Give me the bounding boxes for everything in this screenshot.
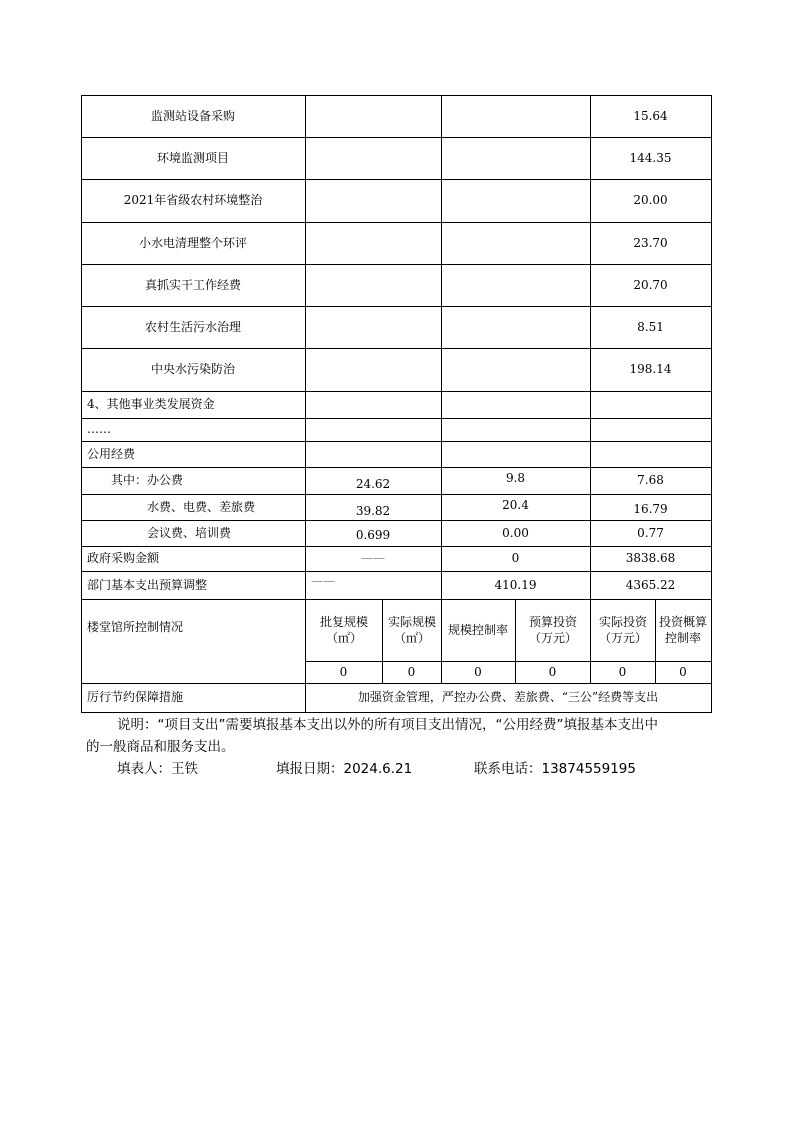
meeting-label: 会议费、培训费 <box>147 525 232 540</box>
utility-c3: 16.79 <box>633 501 668 516</box>
project-value: 198.14 <box>629 362 672 377</box>
adjust-c2: 410.19 <box>494 577 537 592</box>
building-header-approved-scale: 批复规模（㎡） <box>319 614 368 645</box>
project-label: 环境监测项目 <box>156 150 229 165</box>
building-value: 0 <box>548 664 557 679</box>
office-c1: 24.62 <box>355 477 391 492</box>
saving-label: 厉行节约保障措施 <box>87 690 184 705</box>
utility-c1: 39.82 <box>355 503 391 518</box>
office-c3: 7.68 <box>637 473 664 488</box>
project-value: 20.00 <box>633 193 668 208</box>
section-label: 4、其他事业类发展资金 <box>87 397 215 412</box>
building-header-investment-control-rate: 投资概算控制率 <box>658 614 707 645</box>
expenditure-table <box>81 95 712 712</box>
procurement-label: 政府采购金额 <box>87 551 160 566</box>
office-c2: 9.8 <box>505 471 526 486</box>
public-funds-label: 公用经费 <box>87 446 136 461</box>
adjust-label: 部门基本支出预算调整 <box>87 577 208 592</box>
project-label: 农村生活污水治理 <box>144 319 241 334</box>
note-line-1: 说明：“项目支出”需要填报基本支出以外的所有项目支出情况，“公用经费”填报基本支出中 <box>117 717 658 733</box>
building-header-scale-control-rate: 规模控制率 <box>447 622 508 637</box>
office-label: 其中：办公费 <box>111 473 184 488</box>
adjust-c1: —— <box>311 573 335 588</box>
utility-c2: 20.4 <box>502 497 529 512</box>
building-header-actual-scale: 实际规模（㎡） <box>387 614 436 645</box>
adjust-c3: 4365.22 <box>625 577 676 592</box>
building-value: 0 <box>618 664 627 679</box>
building-header-budget-investment: 预算投资（万元） <box>528 614 577 645</box>
meeting-c3: 0.77 <box>637 525 664 540</box>
ellipsis: …… <box>87 422 111 437</box>
utility-label: 水费、电费、差旅费 <box>147 499 256 514</box>
filler: 填表人：王铁 <box>117 761 198 777</box>
project-label: 小水电清理整个环评 <box>138 235 247 250</box>
project-value: 15.64 <box>633 108 668 123</box>
project-label: 真抓实干工作经费 <box>144 277 241 292</box>
note-line-2: 的一般商品和服务支出。 <box>86 739 235 755</box>
meeting-c1: 0.699 <box>355 527 391 542</box>
project-value: 144.35 <box>629 150 672 165</box>
building-label: 楼堂馆所控制情况 <box>87 619 184 634</box>
project-label: 2021年省级农村环境整治 <box>123 193 263 208</box>
project-label: 中央水污染防治 <box>150 362 235 377</box>
fill-date: 填报日期：2024.6.21 <box>276 761 413 777</box>
procurement-c1: —— <box>361 551 385 566</box>
meeting-c2: 0.00 <box>502 525 529 540</box>
project-value: 20.70 <box>633 277 668 292</box>
saving-text: 加强资金管理，严控办公费、差旅费、“三公”经费等支出 <box>357 690 659 705</box>
building-value: 0 <box>679 664 687 679</box>
building-value: 0 <box>474 664 482 679</box>
project-value: 8.51 <box>637 319 664 334</box>
phone: 联系电话：13874559195 <box>474 761 636 777</box>
building-value: 0 <box>407 664 416 679</box>
building-value: 0 <box>339 664 348 679</box>
procurement-c2: 0 <box>511 551 520 566</box>
building-header-actual-investment: 实际投资（万元） <box>598 614 647 645</box>
project-value: 23.70 <box>633 235 668 250</box>
project-label: 监测站设备采购 <box>150 108 235 123</box>
procurement-c3: 3838.68 <box>625 551 676 566</box>
